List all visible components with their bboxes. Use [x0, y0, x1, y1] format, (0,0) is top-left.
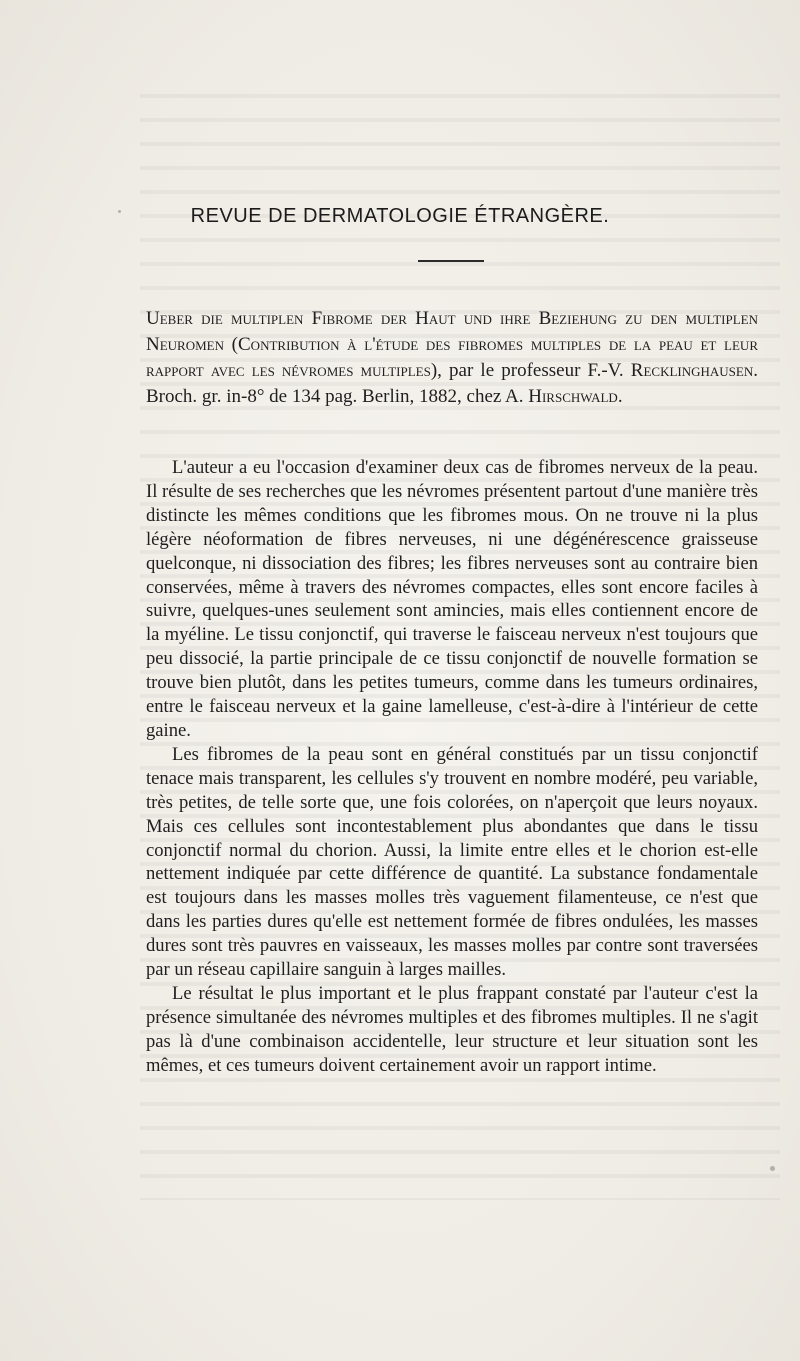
paragraph: Le résultat le plus important et le plus frappant constaté par l'auteur c'est la présence simultanée des névromes multiples et des fibromes multiples. Il ne s'agit pas là d'une combinaison accidentelle, leur structure et leur situation sont les mêmes, et ces tumeurs doivent certainement avoir un rapport intime. — [146, 982, 758, 1076]
section-divider — [418, 260, 484, 262]
paragraph: L'auteur a eu l'occasion d'examiner deux cas de fibromes nerveux de la peau. Il résulte de ses recherches que les névromes présentent partout d'une manière très distincte les mêmes conditions que les fibromes mous. On ne trouve ni la plus légère néoformation de fibres nerveuses, ni une dégénérescence graisseuse quelconque, ni dissociation des fibres; les fibres nerveuses sont au contraire bien conservées, même à travers des névromes compactes, elles sont encore faciles à suivre, quelques-unes seulement sont amincies, mais elles contiennent encore de la myéline. Le tissu conjonctif, qui traverse le faisceau nerveux n'est toujours que peu dissocié, la partie principale de ce tissu conjonctif de nouvelle formation se trouve bien plutôt, dans les petites tumeurs, comme dans les tumeurs ordinaires, entre le faisceau nerveux et la gaine lamelleuse, c'est-à-dire à l'intérieur de cette gaine. — [146, 457, 758, 741]
paragraph: Les fibromes de la peau sont en général constitués par un tissu conjonctif tenace mais transparent, les cellules s'y trouvent en nombre modéré, peu variable, très petites, de telle sorte que, une fois colorées, on n'aperçoit que leurs noyaux. Mais ces cellules sont incontestablement plus abondantes que dans le tissu conjonctif normal du chorion. Aussi, la limite entre elles et le chorion est-elle nettement indiquée par cette différence de quantité. La substance fondamentale est toujours dans les masses molles très vaguement filamenteuse, ce n'est que dans les parties dures qu'elle est nettement formée de fibres ondulées, les masses dures sont très pauvres en vaisseaux, les masses molles par contre sont traversées par un réseau capillaire sanguin à larges mailles. — [146, 743, 758, 981]
book-citation — [146, 306, 758, 410]
page-heading: REVUE DE DERMATOLOGIE ÉTRANGÈRE. — [190, 205, 610, 227]
review-body — [146, 456, 758, 1078]
citation-author: Recklinghausen — [630, 360, 754, 381]
citation-text-1: par le professeur F.-V. — [441, 360, 631, 381]
paper-speck — [770, 1166, 775, 1171]
citation-title: Ueber die multiplen Fibrome der Haut und ihre Beziehung zu den multiplen Neuromen (Contribution à l'étude des fibromes multiples de la peau et leur rapport avec les névromes multiples), — [146, 308, 758, 381]
citation-text-3: . — [617, 386, 623, 407]
citation-publisher: Hirschwald — [528, 386, 618, 407]
citation-text-2: . Broch. gr. in-8° de 134 pag. Berlin, 1882, chez A. — [146, 360, 758, 407]
